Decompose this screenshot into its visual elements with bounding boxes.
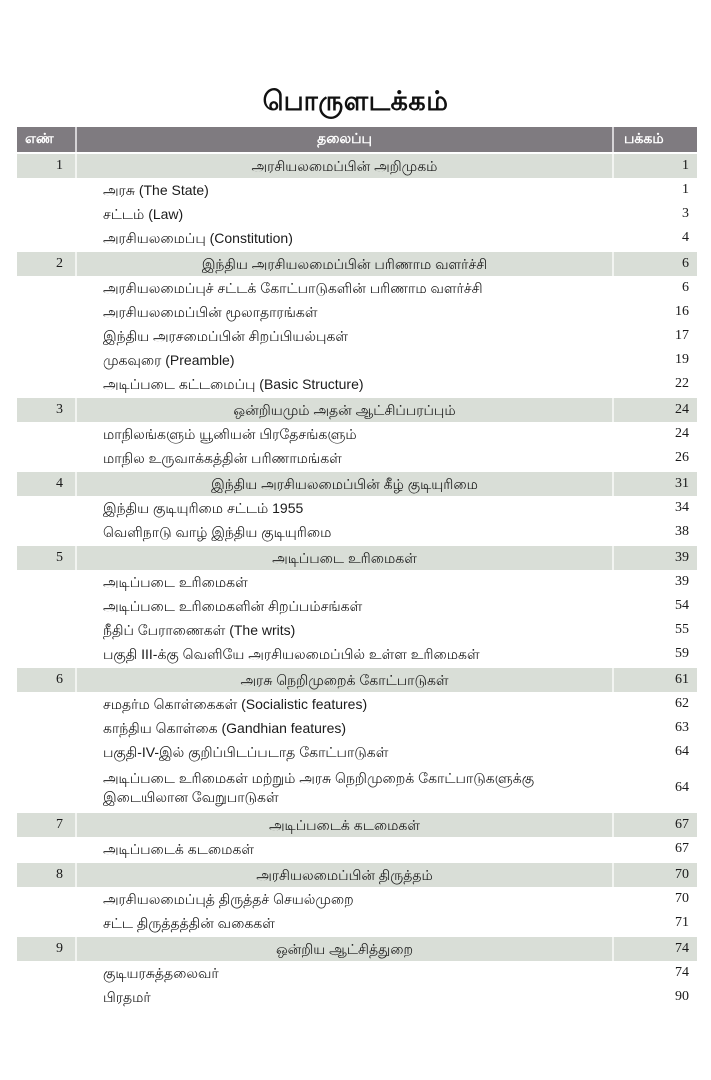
chapter-page: 6	[682, 256, 689, 271]
section-page: 17	[675, 328, 689, 343]
chapter-row[interactable]	[17, 472, 697, 496]
section-row[interactable]	[17, 961, 697, 985]
section-number-empty	[17, 887, 77, 911]
section-title: நீதிப் பேராணைகள் (The writs)	[103, 622, 296, 638]
section-title: பிரதமர்	[103, 989, 151, 1005]
chapter-number: 6	[17, 668, 77, 692]
section-page: 63	[675, 720, 689, 735]
section-number-empty	[17, 618, 77, 642]
section-title: இந்திய குடியுரிமை சட்டம் 1955	[103, 500, 304, 516]
section-title: அரசியலமைப்பு (Constitution)	[103, 230, 293, 246]
section-page: 54	[675, 598, 689, 613]
section-row[interactable]	[17, 348, 697, 372]
section-title: அடிப்படைக் கடமைகள்	[103, 841, 254, 857]
section-number-empty	[17, 372, 77, 396]
section-row[interactable]	[17, 300, 697, 324]
section-row[interactable]	[17, 740, 697, 764]
section-row[interactable]	[17, 372, 697, 396]
section-row[interactable]	[17, 618, 697, 642]
section-page: 62	[675, 696, 689, 711]
chapter-row[interactable]	[17, 154, 697, 178]
section-number-empty	[17, 764, 77, 811]
section-title: சட்டம் (Law)	[103, 206, 184, 222]
section-page: 16	[675, 304, 689, 319]
section-row[interactable]	[17, 202, 697, 226]
chapter-number: 2	[17, 252, 77, 276]
section-page: 24	[675, 426, 689, 441]
chapter-row[interactable]	[17, 813, 697, 837]
section-title: அடிப்படை உரிமைகள் மற்றும் அரசு நெறிமுறைக் கோட்பாடுகளுக்கு இடையிலான வேறுபாடுகள்	[103, 770, 535, 805]
section-number-empty	[17, 496, 77, 520]
section-page: 71	[675, 915, 689, 930]
chapter-row[interactable]	[17, 252, 697, 276]
chapter-row[interactable]	[17, 398, 697, 422]
chapter-title: அடிப்படைக் கடமைகள்	[77, 813, 614, 837]
section-title: மாநில உருவாக்கத்தின் பரிணாமங்கள்	[103, 450, 342, 466]
section-page: 3	[682, 206, 689, 221]
section-title: குடியரசுத்தலைவர்	[103, 965, 219, 981]
section-row[interactable]	[17, 837, 697, 861]
section-number-empty	[17, 446, 77, 470]
section-page: 90	[675, 989, 689, 1004]
chapter-row[interactable]	[17, 668, 697, 692]
section-title: அடிப்படை உரிமைகளின் சிறப்பம்சங்கள்	[103, 598, 363, 614]
section-page: 6	[682, 280, 689, 295]
section-title: அரசு (The State)	[103, 182, 209, 198]
section-row[interactable]	[17, 642, 697, 666]
section-page: 4	[682, 230, 689, 245]
section-row[interactable]	[17, 226, 697, 250]
header-page: பக்கம்	[624, 130, 664, 146]
table-body	[17, 154, 697, 1009]
section-page: 22	[675, 376, 689, 391]
section-page: 39	[675, 574, 689, 589]
chapter-number: 9	[17, 937, 77, 961]
section-page: 1	[682, 182, 689, 197]
chapter-page: 67	[675, 817, 689, 832]
section-title: அரசியலமைப்பின் மூலாதாரங்கள்	[103, 304, 318, 320]
chapter-page: 39	[675, 550, 689, 565]
section-number-empty	[17, 716, 77, 740]
header-title: தலைப்பு	[77, 127, 614, 152]
section-number-empty	[17, 226, 77, 250]
section-number-empty	[17, 276, 77, 300]
section-page: 38	[675, 524, 689, 539]
section-page: 26	[675, 450, 689, 465]
chapter-title: இந்திய அரசியலமைப்பின் கீழ் குடியுரிமை	[77, 472, 614, 496]
section-row[interactable]	[17, 594, 697, 618]
section-title: சமதர்ம கொள்கைகள் (Socialistic features)	[103, 696, 368, 712]
chapter-page: 74	[675, 941, 689, 956]
section-title: பகுதி III-க்கு வெளியே அரசியலமைப்பில் உள்ள உரிமைகள்	[103, 646, 480, 662]
chapter-row[interactable]	[17, 546, 697, 570]
chapter-title: ஒன்றியமும் அதன் ஆட்சிப்பரப்பும்	[77, 398, 614, 422]
chapter-page: 24	[675, 402, 689, 417]
table-header-row	[17, 127, 697, 152]
section-row[interactable]	[17, 446, 697, 470]
section-title: இந்திய அரசமைப்பின் சிறப்பியல்புகள்	[103, 328, 348, 344]
chapter-title: அரசியலமைப்பின் அறிமுகம்	[77, 154, 614, 178]
chapter-number: 1	[17, 154, 77, 178]
chapter-page: 61	[675, 672, 689, 687]
section-row[interactable]	[17, 692, 697, 716]
section-number-empty	[17, 692, 77, 716]
section-number-empty	[17, 178, 77, 202]
chapter-title: அரசு நெறிமுறைக் கோட்பாடுகள்	[77, 668, 614, 692]
section-title: மாநிலங்களும் யூனியன் பிரதேசங்களும்	[103, 426, 357, 442]
chapter-title: அரசியலமைப்பின் திருத்தம்	[77, 863, 614, 887]
chapter-number: 4	[17, 472, 77, 496]
section-number-empty	[17, 985, 77, 1009]
chapter-title: அடிப்படை உரிமைகள்	[77, 546, 614, 570]
section-title: அரசியலமைப்புத் திருத்தச் செயல்முறை	[103, 891, 354, 907]
table-of-contents	[17, 127, 697, 1009]
section-number-empty	[17, 911, 77, 935]
chapter-number: 8	[17, 863, 77, 887]
section-page: 67	[675, 841, 689, 856]
section-row[interactable]	[17, 764, 697, 811]
chapter-row[interactable]	[17, 937, 697, 961]
section-title: முகவுரை (Preamble)	[103, 352, 235, 368]
section-row[interactable]	[17, 422, 697, 446]
section-number-empty	[17, 740, 77, 764]
section-row[interactable]	[17, 496, 697, 520]
section-page: 64	[675, 779, 689, 795]
section-number-empty	[17, 422, 77, 446]
section-number-empty	[17, 520, 77, 544]
section-number-empty	[17, 348, 77, 372]
section-title: அடிப்படை உரிமைகள்	[103, 574, 248, 590]
section-page: 55	[675, 622, 689, 637]
section-number-empty	[17, 324, 77, 348]
section-page: 74	[675, 965, 689, 980]
section-title: வெளிநாடு வாழ் இந்திய குடியுரிமை	[103, 524, 332, 540]
section-row[interactable]	[17, 911, 697, 935]
header-number: எண்	[17, 127, 77, 152]
chapter-page: 1	[682, 158, 689, 173]
section-row[interactable]	[17, 716, 697, 740]
section-title: அடிப்படை கட்டமைப்பு (Basic Structure)	[103, 376, 364, 392]
section-title: பகுதி-IV-இல் குறிப்பிடப்படாத கோட்பாடுகள்	[103, 744, 389, 760]
chapter-title: இந்திய அரசியலமைப்பின் பரிணாம வளர்ச்சி	[77, 252, 614, 276]
section-row[interactable]	[17, 520, 697, 544]
section-row[interactable]	[17, 985, 697, 1009]
section-page: 34	[675, 500, 689, 515]
section-row[interactable]	[17, 324, 697, 348]
section-number-empty	[17, 300, 77, 324]
section-number-empty	[17, 642, 77, 666]
section-title: அரசியலமைப்புச் சட்டக் கோட்பாடுகளின் பரிணாம வளர்ச்சி	[103, 280, 483, 296]
section-title: காந்திய கொள்கை (Gandhian features)	[103, 720, 347, 736]
chapter-row[interactable]	[17, 863, 697, 887]
section-number-empty	[17, 570, 77, 594]
section-page: 19	[675, 352, 689, 367]
section-number-empty	[17, 837, 77, 861]
chapter-page: 31	[675, 476, 689, 491]
section-number-empty	[17, 961, 77, 985]
section-number-empty	[17, 594, 77, 618]
page-title: பொருளடக்கம்	[262, 86, 449, 116]
section-row[interactable]	[17, 276, 697, 300]
chapter-title: ஒன்றிய ஆட்சித்துறை	[77, 937, 614, 961]
section-page: 70	[675, 891, 689, 906]
section-row[interactable]	[17, 887, 697, 911]
section-page: 64	[675, 744, 689, 759]
section-row[interactable]	[17, 570, 697, 594]
chapter-page: 70	[675, 867, 689, 882]
section-page: 59	[675, 646, 689, 661]
chapter-number: 5	[17, 546, 77, 570]
chapter-number: 7	[17, 813, 77, 837]
chapter-number: 3	[17, 398, 77, 422]
section-title: சட்ட திருத்தத்தின் வகைகள்	[103, 915, 275, 931]
section-number-empty	[17, 202, 77, 226]
section-row[interactable]	[17, 178, 697, 202]
